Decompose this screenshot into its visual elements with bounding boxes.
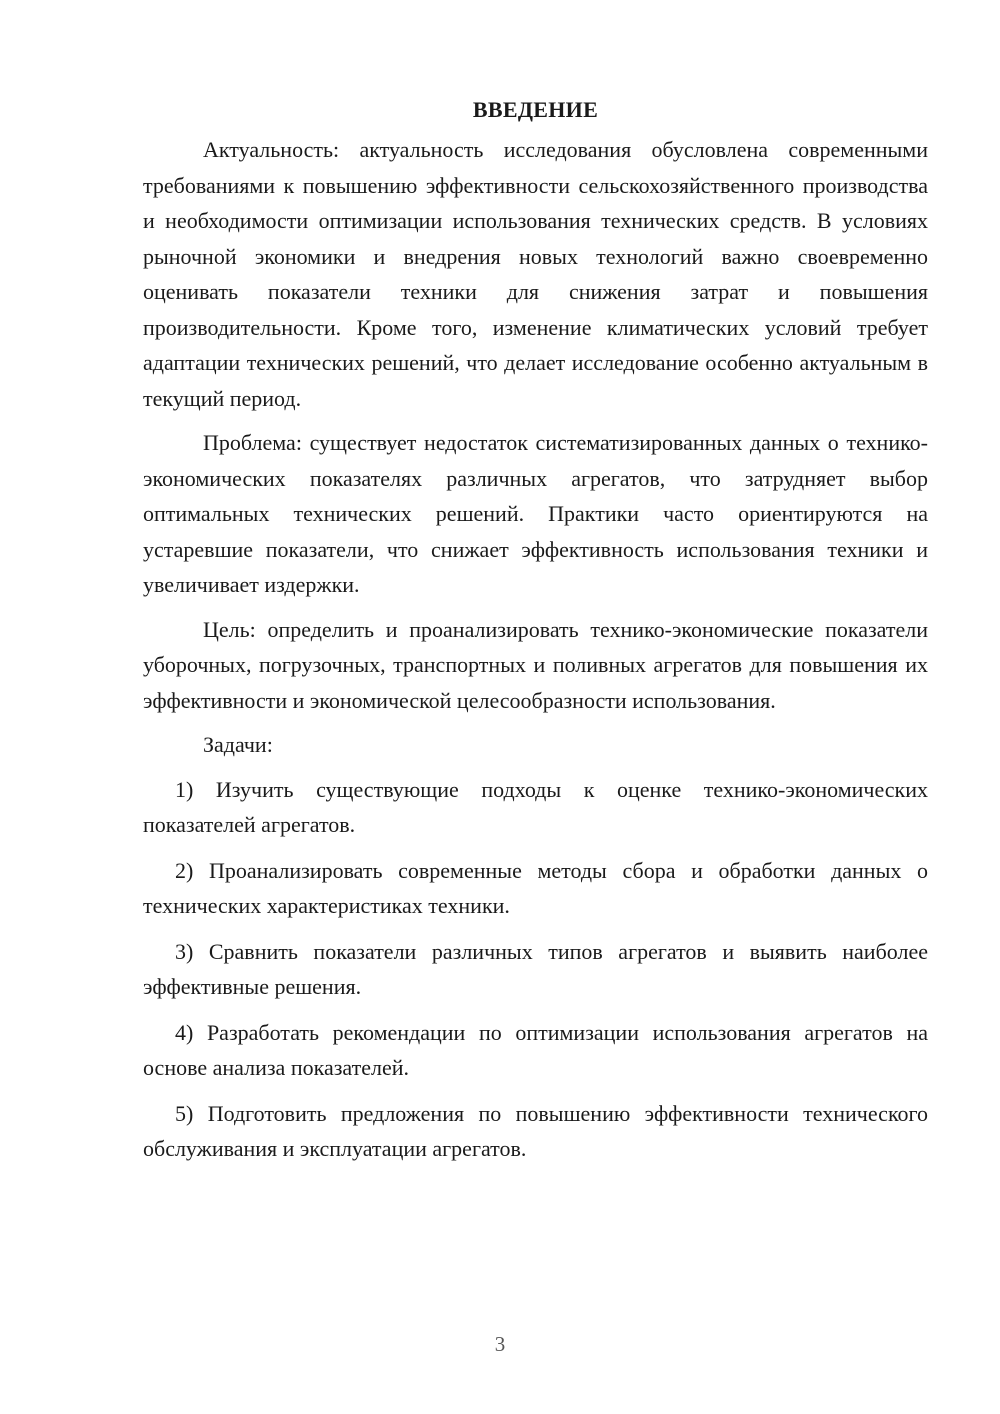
task-item-1: 1) Изучить существующие подходы к оценке технико-экономических показателей агрегатов. — [143, 776, 928, 837]
task-item-2: 2) Проанализировать современные методы сбора и обработки данных о технических характеристиках техники. — [143, 857, 928, 918]
page-title: ВВЕДЕНИЕ — [472, 97, 599, 122]
task-item-5: 5) Подготовить предложения по повышению эффективности технического обслуживания и эксплуатации агрегатов. — [143, 1100, 928, 1161]
paragraph-goal: Цель: определить и проанализировать технико-экономические показатели уборочных, погрузочных, транспортных и поливных агрегатов для повышения их эффективности и экономической целесообразности использования. — [143, 616, 928, 713]
task-item-4: 4) Разработать рекомендации по оптимизации использования агрегатов на основе анализа показателей. — [143, 1019, 928, 1080]
paragraph-relevance: Актуальность: актуальность исследования обусловлена современными требованиями к повышению эффективности сельскохозяйственного производства и необходимости оптимизации использования технических средств. В условиях рыночной экономики и внедрения новых технологий важно своевременно оценивать показатели техники для снижения затрат и повышения производительности. Кроме того, изменение климатических условий требует адаптации технических решений, что делает исследование особенно актуальным в текущий период. — [143, 137, 928, 411]
tasks-heading: Задачи: — [203, 732, 273, 757]
document-page — [143, 92, 928, 1177]
page-number: 3 — [494, 1332, 506, 1356]
task-list — [143, 772, 928, 1167]
paragraph-problem: Проблема: существует недостаток систематизированных данных о технико-экономических показателях различных агрегатов, что затрудняет выбор оптимальных технических решений. Практики часто ориентируются на устаревшие показатели, что снижает эффективность использования техники и увеличивает издержки. — [143, 430, 928, 597]
task-item-3: 3) Сравнить показатели различных типов агрегатов и выявить наиболее эффективные решения. — [143, 938, 928, 999]
